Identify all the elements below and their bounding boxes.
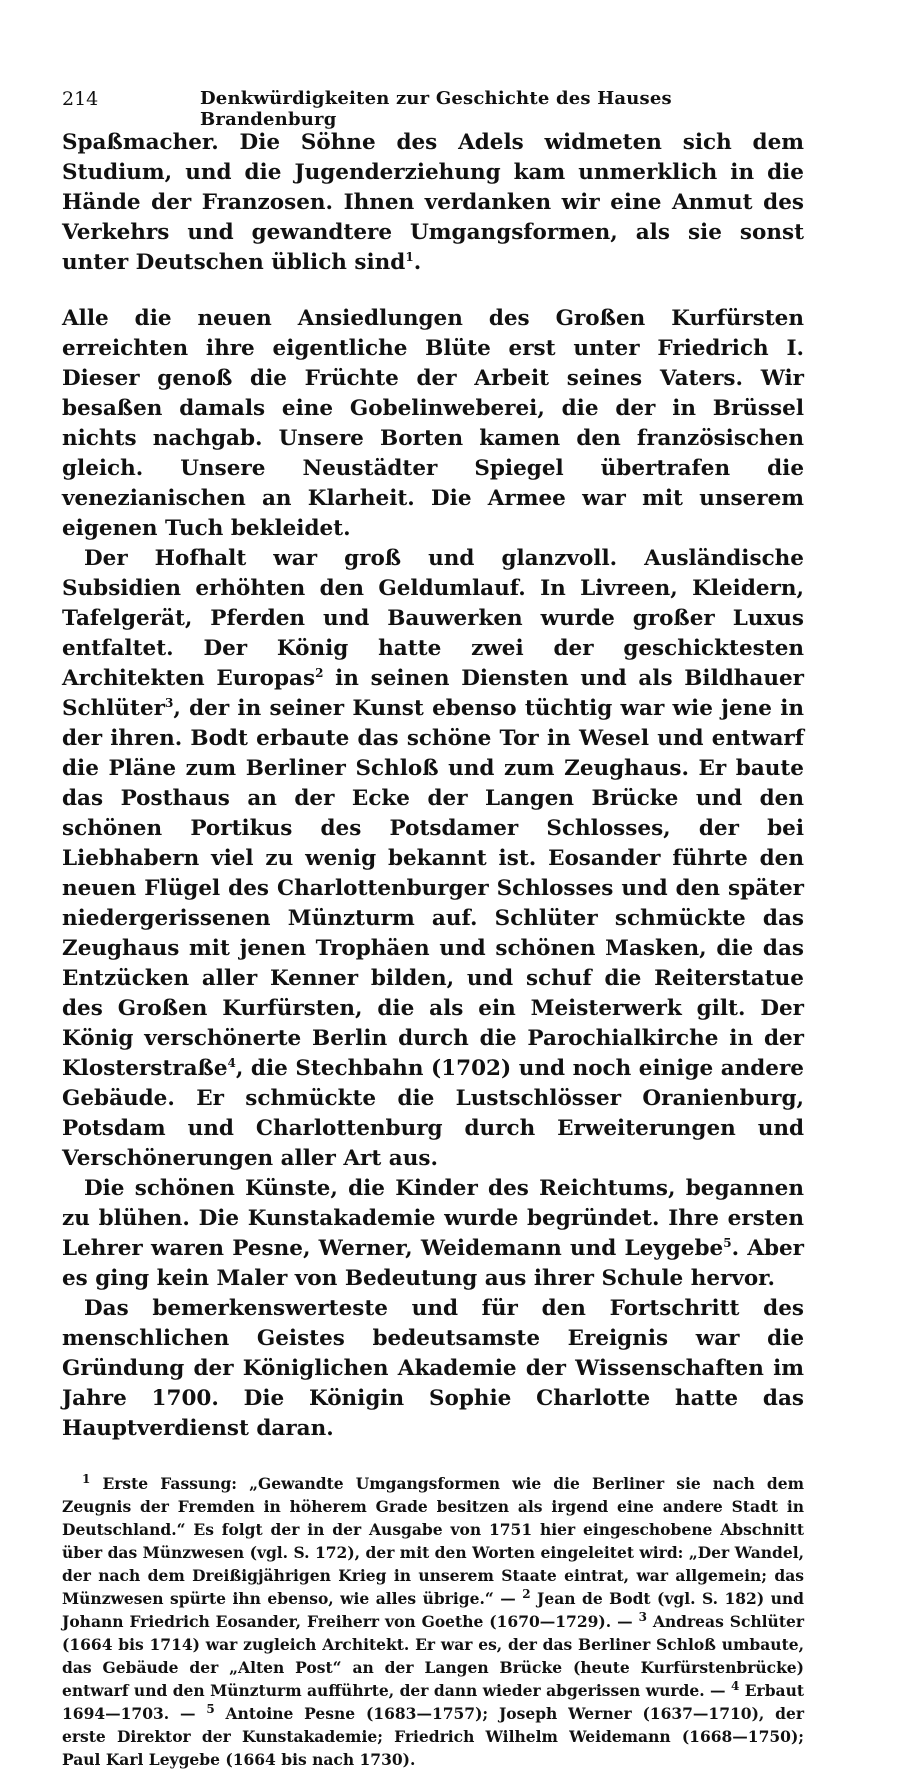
footnote-block: [62, 1472, 804, 1771]
paragraph-4: [62, 1174, 804, 1294]
footnote-3: Andreas Schlüter (1664 bis 1714) war zugleich Architekt. Er war es, der das Berliner Schloß umbaute, das Gebäude der „Alten Post“ an der Langen Brücke (heute Kurfürstenbrücke) entwarf und den Münzturm aufführte, der dann wieder abgerissen wurde. —: [62, 1612, 805, 1700]
footnote-mark-5: 5: [206, 1701, 215, 1716]
footnote-ref-1: 1: [405, 249, 414, 264]
footnote-mark-1: 1: [82, 1471, 91, 1486]
paragraph-4-text-a: Die schönen Künste, die Kinder des Reichtums, begannen zu blühen. Die Kunstakademie wurde begründet. Ihre ersten Lehrer waren Pesne, Werner, Weidemann und Leygebe: [62, 1176, 804, 1261]
paragraph-5: Das bemerkenswerteste und für den Fortschritt des menschlichen Geistes bedeutsamste Ereignis war die Gründung der Königlichen Akademie der Wissenschaften im Jahre 1700. Die Königin Sophie Charlotte hatte das Hauptverdienst daran.: [62, 1296, 804, 1441]
main-text: [62, 128, 804, 1444]
paragraph-4-text-b: . Aber es ging kein Maler von Bedeutung aus ihrer Schule hervor.: [62, 1236, 804, 1291]
page-header: [62, 88, 804, 128]
paragraph-1-end: .: [413, 250, 422, 275]
footnote-ref-3: 3: [165, 695, 174, 710]
footnote-1: Erste Fassung: „Gewandte Umgangsformen wie die Berliner sie nach dem Zeugnis der Fremden in höherem Grade besitzen als irgend eine andere Stadt in Deutschland.“ Es folgt der in der Ausgabe von 1751 hier eingeschobene Abschnitt über das Münzwesen (vgl. S. 172), der mit den Worten eingeleitet wird: „Der Wandel, der nach dem Dreißigjährigen Krieg in unserem Staate eintrat, war allgemein; das Münzwesen spürte ihn ebenso, wie alles übrige.“ —: [62, 1474, 804, 1608]
footnote-2: Jean de Bodt (vgl. S. 182) und Johann Friedrich Eosander, Freiherr von Goethe (1670—1729). —: [62, 1589, 804, 1631]
paragraph-1-text: Spaßmacher. Die Söhne des Adels widmeten sich dem Studium, und die Jugenderziehung kam unmerklich in die Hände der Franzosen. Ihnen verdanken wir eine Anmut des Verkehrs und gewandtere Umgangsformen, als sie sonst unter Deutschen üblich sind: [62, 130, 804, 275]
running-title: Denkwürdigkeiten zur Geschichte des Hauses Brandenburg: [200, 88, 672, 130]
paragraph-3-text-a: Der Hofhalt war groß und glanzvoll. Ausländische Subsidien erhöhten den Geldumlauf. In Livreen, Kleidern, Tafelgerät, Pferden und Bauwerken wurde großer Luxus entfaltet. Der König hatte zwei der geschicktesten Architekten Europas: [62, 546, 804, 691]
paragraph-3: [62, 544, 804, 1174]
paragraph-1: [62, 128, 804, 278]
paragraph-3-text-b: in seinen Diensten und als Bildhauer Schlüter: [62, 666, 804, 721]
footnote-mark-2: 2: [522, 1586, 531, 1601]
footnote-ref-4: 4: [227, 1055, 236, 1070]
footnotes: [62, 1472, 804, 1771]
paragraph-2: Alle die neuen Ansiedlungen des Großen Kurfürsten erreichten ihre eigentliche Blüte erst unter Friedrich I. Dieser genoß die Früchte der Arbeit seines Vaters. Wir besaßen damals eine Gobelinweberei, die der in Brüssel nichts nachgab. Unsere Borten kamen den französischen gleich. Unsere Neustädter Spiegel übertrafen die venezianischen an Klarheit. Die Armee war mit unserem eigenen Tuch bekleidet.: [62, 306, 804, 541]
paragraph-3-text-c: , der in seiner Kunst ebenso tüchtig war wie jene in der ihren. Bodt erbaute das schöne Tor in Wesel und entwarf die Pläne zum Berliner Schloß und zum Zeughaus. Er baute das Posthaus an der Ecke der Langen Brücke und den schönen Portikus des Potsdamer Schlosses, der bei Liebhabern viel zu wenig bekannt ist. Eosander führte den neuen Flügel des Charlottenburger Schlosses und den später niedergerissenen Münzturm auf. Schlüter schmückte das Zeughaus mit jenen Trophäen und schönen Masken, die das Entzücken aller Kenner bilden, und schuf die Reiterstatue des Großen Kurfürsten, die als ein Meisterwerk gilt. Der König verschönerte Berlin durch die Parochialkirche in der Klosterstraße: [62, 696, 804, 1081]
page-number: 214: [62, 88, 99, 110]
footnote-ref-2: 2: [315, 665, 324, 680]
footnote-4: Erbaut 1694—1703. —: [62, 1681, 805, 1723]
footnote-ref-5: 5: [723, 1235, 732, 1250]
footnote-5: Antoine Pesne (1683—1757); Joseph Werner (1637—1710), der erste Direktor der Kunstakademie; Friedrich Wilhelm Weidemann (1668—1750); Paul Karl Leygebe (1664 bis nach 1730).: [62, 1704, 804, 1769]
paragraph-3-text-d: , die Stechbahn (1702) und noch einige andere Gebäude. Er schmückte die Lustschlösser Oranienburg, Potsdam und Charlottenburg durch Erweiterungen und Verschönerungen aller Art aus.: [62, 1056, 804, 1171]
footnote-mark-4: 4: [730, 1678, 740, 1693]
footnote-mark-3: 3: [638, 1609, 647, 1624]
